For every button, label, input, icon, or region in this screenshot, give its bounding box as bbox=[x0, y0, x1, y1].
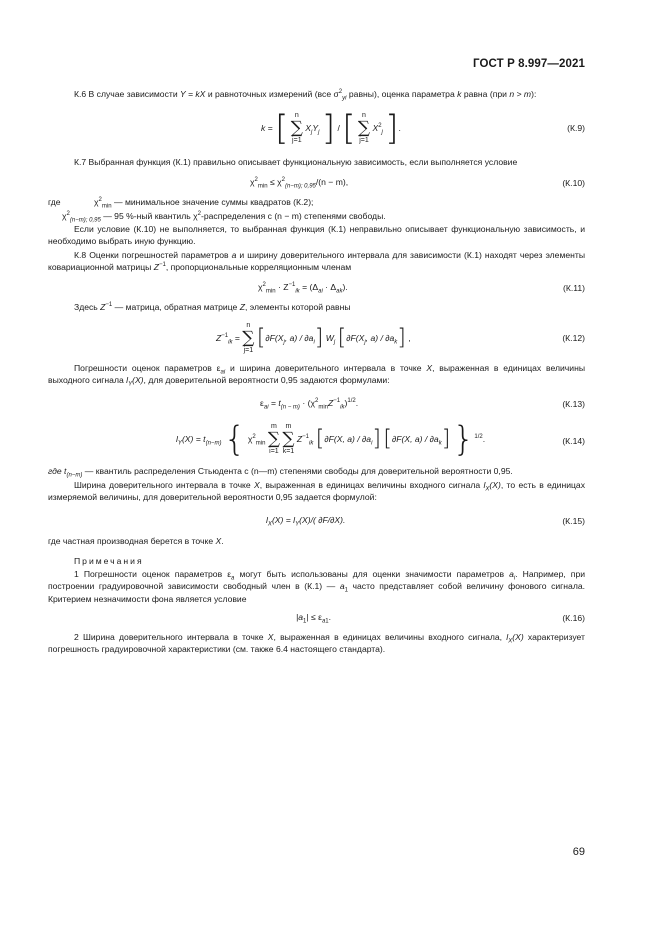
equation-number: (К.10) bbox=[562, 177, 585, 188]
notes-title: Примечания bbox=[74, 556, 144, 567]
page-number: 69 bbox=[572, 846, 585, 858]
paragraph-zdef: Здесь $Z^{-1}$ — матрица, обратная матрице Z, элементы которой равны bbox=[74, 302, 351, 313]
document-body bbox=[48, 88, 585, 656]
note-2: 2 Ширина доверительного интервала в точке X, выраженная в единицах величины входного сигнала, $l_X(X)$ характеризует погрешность градуировочной характеристики (см. также 6.4 настоящего стандарта). bbox=[48, 631, 585, 655]
equation-k16: $|a_1| \le \varepsilon_{a1}$. (К.16) bbox=[296, 611, 585, 625]
equation-number: (К.16) bbox=[562, 612, 585, 623]
paragraph-k8: К.8 Оценки погрешностей параметров a и ширину доверительного интервала для зависимости (К.1) находят через элементы ковариационной матрицы $Z^{-1}$, пропорциональные корреляционным членам bbox=[48, 249, 585, 273]
paragraph-errors: Погрешности оценок параметров $\varepsilon_{ai}$ и ширина доверительного интервала в точке X, выраженная в единицах величины выходного сигнала $l_Y(X)$, для доверительной вероятности 0,95 задаются формулами: bbox=[48, 362, 586, 388]
equation-k14: $l_Y(X) = t_{(n-m)}$ { $\chi^2_{min}$ m ∑ i=1 m ∑ k=1 $Z^{-1}_{ik}$ [∂F(X, $a) / \partial a_i$] [∂F(X, $a) / \partial a_k$] }$^{1/2}$. (К.14) bbox=[176, 418, 585, 459]
equation-k12: $Z^{-1}_{ik} = n$ ∑ j=1 [$\partial F(X_j$, $a) / \partial a_i$] $W_j$ [$\partial F(X_j$, $a) / \partial a_k$] , (К.12) bbox=[216, 321, 585, 354]
where-line-1: где $\chi^2_{min}$ — минимальное значение суммы квадратов (К.2); bbox=[48, 196, 314, 210]
paragraph-k7: К.7 Выбранная функция (К.1) правильно описывает функциональную зависимость, если выполняется условие bbox=[74, 157, 518, 168]
paragraph-k7-after: Если условие (К.10) не выполняется, то выбранная функция (К.1) неправильно описывает функциональную зависимость, и необходимо выбрать иную функцию. bbox=[48, 223, 585, 247]
equation-k13: $\varepsilon_{ai} = t_{(n - m)} \cdot (\chi^2_{min}Z^{-1}_{ik})^{1/2}$. (К.13) bbox=[260, 397, 585, 411]
paragraph-k6: К.6 В случае зависимости Y = kX и равноточных измерений (все $\sigma^2_{yi}$ равны), оценка параметра k равна (при n > m): bbox=[74, 89, 537, 102]
equation-k10: $\chi^2_{min} \le \chi^2_{(n-m); 0,95}/(n - m)$, (К.10) bbox=[250, 176, 585, 190]
equation-number: (К.15) bbox=[562, 515, 585, 526]
note-1: 1 Погрешности оценок параметров $\varepsilon_a$ могут быть использованы для оценки значимости параметров $a_i$. Например, при построении градуировочной зависимости свободный член в (К.1) — $a_1$ часто представляет собой величину фонового сигнала. Критерием незначимости фона является условие bbox=[48, 568, 586, 604]
where-line-2: $\chi^2_{(n-m); 0,95}$ — 95 %-ный квантиль $\chi^2$-распределения с (n − m) степенями свободы. bbox=[62, 210, 386, 224]
paragraph-width: Ширина доверительного интервала в точке X, выраженная в единицах величины входного сигнала $l_X(X)$, то есть в единицах измеряемой величины, для доверительной вероятности 0,95 задается формулой: bbox=[48, 480, 585, 503]
equation-number: (К.9) bbox=[567, 123, 585, 134]
equation-k11: $\chi^2_{min} \cdot Z^{-1}_{ik} = (\Delta_{ai} \cdot \Delta_{ak})$. (К.11) bbox=[258, 282, 585, 296]
equation-number: (К.12) bbox=[562, 332, 585, 343]
equation-k9: k = [ n ∑ j=1 $X_jY_j$ ] / [ n ∑ j=1 $X^2_j$ ]. (К.9) bbox=[261, 108, 585, 149]
paragraph-tdef: где $t_{(n-m)}$ — квантиль распределения Стьюдента с (n—m) степенями свободы для доверительной вероятности 0,95. bbox=[48, 465, 513, 479]
equation-number: (К.14) bbox=[562, 435, 585, 446]
equation-number: (К.13) bbox=[562, 398, 585, 409]
paragraph-derivative: где частная производная берется в точке X. bbox=[48, 535, 224, 546]
equation-k15: $l_X(X) = l_Y(X)/$( ∂F/∂X). (К.15) bbox=[266, 514, 585, 528]
equation-number: (К.11) bbox=[562, 283, 585, 294]
standard-header: ГОСТ Р 8.997—2021 bbox=[473, 58, 585, 70]
